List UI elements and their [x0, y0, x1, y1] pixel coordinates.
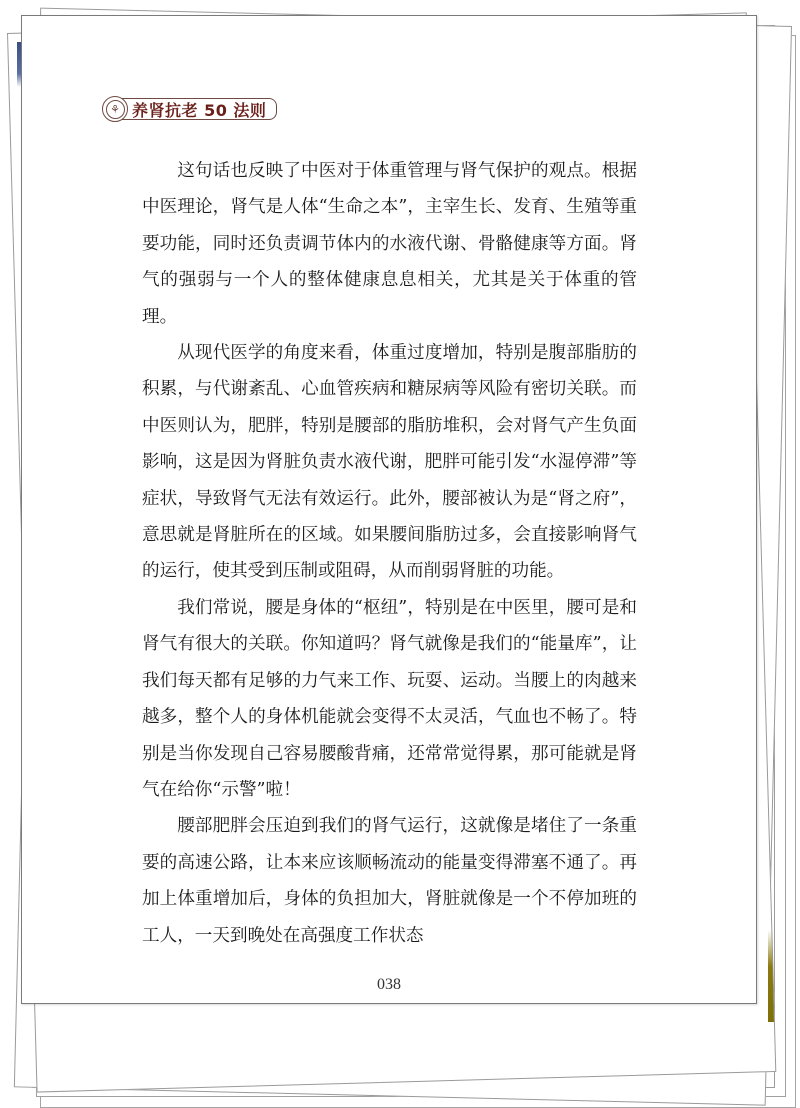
paragraph: 我们常说，腰是身体的“枢纽”，特别是在中医里，腰可是和肾气有很大的关联。你知道吗？肾气就像是我们的“能量库”，让我们每天都有足够的力气来工作、玩耍、运动。当腰上的肉越来越多，整个人的身体机能就会变得不太灵活，气血也不畅了。特别是当你发现自己容易腰酸背痛，还常常觉得累，那可能就是肾气在给你“示警”啦！	[142, 597, 637, 800]
paragraph: 腰部肥胖会压迫到我们的肾气运行，这就像是堵住了一条重要的高速公路，让本来应该顺畅流动的能量变得滞塞不通了。再加上体重增加后，身体的负担加大，肾脏就像是一个不停加班的工人，一天到晚处在高强度工作状态	[142, 816, 637, 946]
book-title: 养肾抗老 50 法则	[132, 100, 267, 120]
paragraph: 从现代医学的角度来看，体重过度增加，特别是腹部脂肪的积累，与代谢紊乱、心血管疾病和糖尿病等风险有密切关联。而中医则认为，肥胖，特别是腰部的脂肪堆积，会对肾气产生负面影响，这是因为肾脏负责水液代谢，肥胖可能引发“水湿停滞”等症状，导致肾气无法有效运行。此外，腰部被认为是“肾之府”，意思就是肾脏所在的区域。如果腰间脂肪过多，会直接影响肾气的运行，使其受到压制或阻碍，从而削弱肾脏的功能。	[142, 343, 637, 582]
header-title-frame	[122, 98, 277, 120]
running-header	[102, 96, 277, 122]
book-logo-icon	[102, 96, 128, 122]
paragraph: 这句话也反映了中医对于体重管理与肾气保护的观点。根据中医理论，肾气是人体“生命之本”，主宰生长、发育、生殖等重要功能，同时还负责调节体内的水液代谢、骨骼健康等方面。肾气的强弱与一个人的整体健康息息相关，尤其是关于体重的管理。	[142, 161, 637, 327]
page-body-text	[142, 153, 637, 954]
page-number: 038	[377, 976, 401, 993]
logo-emblem-icon: ⚘	[106, 100, 125, 119]
book-page	[21, 15, 757, 1004]
